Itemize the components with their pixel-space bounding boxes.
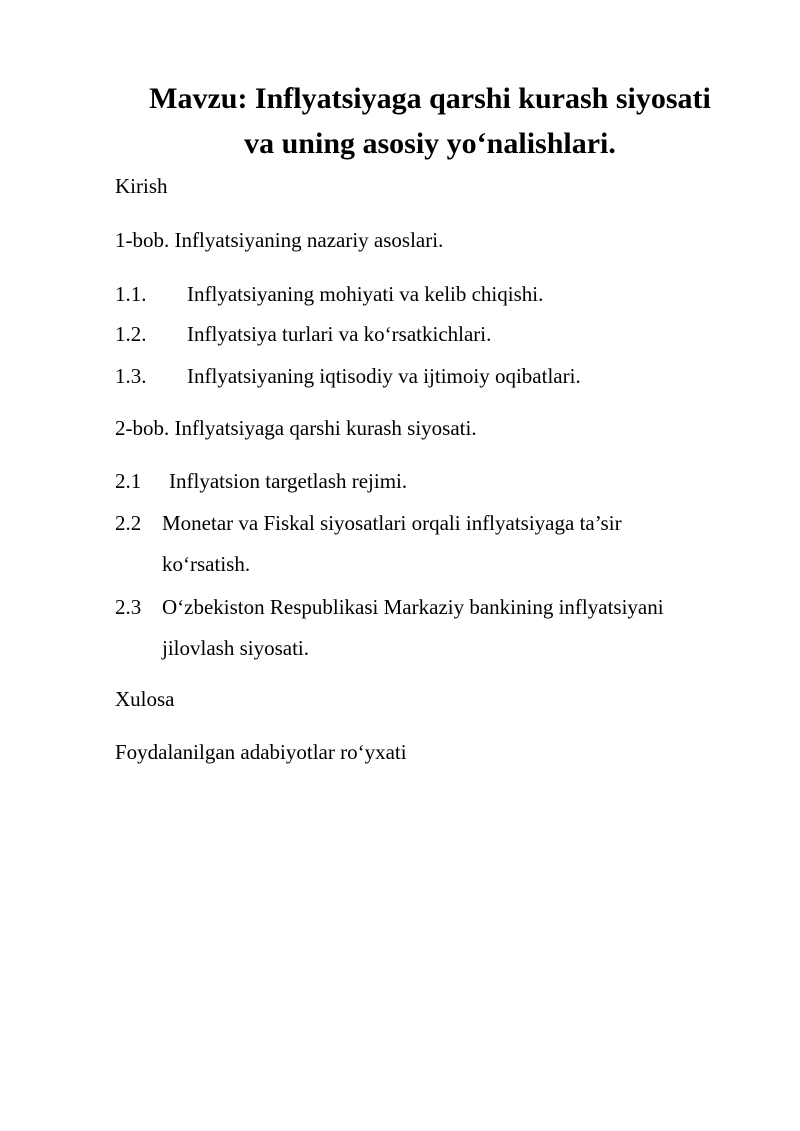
toc-item-text-line-1: Monetar va Fiskal siyosatlari orqali inflyatsiyaga ta’sir	[162, 511, 622, 535]
toc-chapter-1-heading: 1-bob. Inflyatsiyaning nazariy asoslari.	[115, 228, 444, 252]
toc-item-number: 2.2	[115, 511, 142, 535]
title-line-2: va uning asosiy yo‘nalishlari.	[244, 127, 616, 160]
toc-item-text: Inflyatsiya turlari va ko‘rsatkichlari.	[187, 322, 492, 346]
toc-item-number: 2.3	[115, 595, 142, 619]
toc-references: Foydalanilgan adabiyotlar ro‘yxati	[115, 740, 407, 764]
toc-chapter-2-heading: 2-bob. Inflyatsiyaga qarshi kurash siyosati.	[115, 416, 477, 440]
toc-item-text: Inflyatsion targetlash rejimi.	[169, 469, 408, 493]
title-line-1: Mavzu: Inflyatsiyaga qarshi kurash siyosati	[149, 82, 711, 115]
toc-item-number: 1.1.	[115, 282, 147, 306]
toc-item-text: Inflyatsiyaning iqtisodiy va ijtimoiy oqibatlari.	[187, 364, 581, 388]
document-title	[110, 76, 750, 166]
toc-item-number: 2.1	[115, 469, 142, 493]
toc-item-number: 1.3.	[115, 364, 147, 388]
toc-conclusion: Xulosa	[115, 687, 175, 711]
toc-item-text: Inflyatsiyaning mohiyati va kelib chiqishi.	[187, 282, 544, 306]
toc-item-number: 1.2.	[115, 322, 147, 346]
toc-item-text-line-2: jilovlash siyosati.	[162, 636, 309, 660]
toc-item-text-line-1: O‘zbekiston Respublikasi Markaziy bankining inflyatsiyani	[162, 595, 664, 619]
toc-intro: Kirish	[115, 174, 168, 198]
toc-item-text-line-2: ko‘rsatish.	[162, 552, 251, 576]
